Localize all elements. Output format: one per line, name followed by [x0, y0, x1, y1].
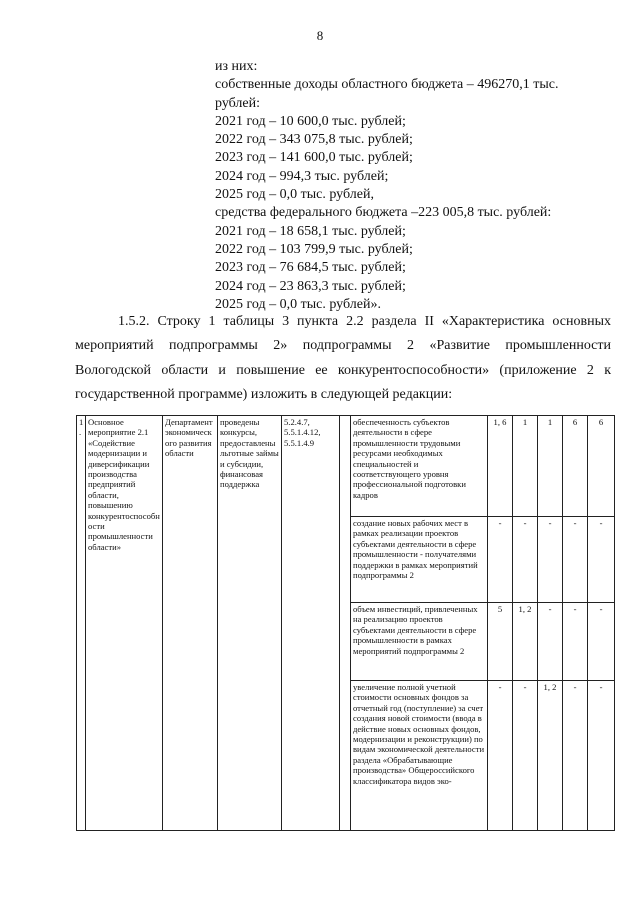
links-cell: 5.2.4.7, 5.5.1.4.12, 5.5.1.4.9 [282, 416, 340, 831]
funding-line: из них: [215, 59, 258, 74]
value-cell: - [563, 517, 588, 603]
value-cell: - [538, 517, 563, 603]
funding-line: 2021 год – 18 658,1 тыс. рублей; [215, 223, 406, 239]
spacer-cell [340, 416, 351, 831]
value-cell: 1, 6 [488, 416, 513, 517]
indicator-cell: обеспеченность субъектов деятельности в сфере промышленности трудовыми ресурсами необходимых специальностей и соответствующего уровня профессиональной подготовки кадров [351, 416, 488, 517]
value-cell: - [513, 517, 538, 603]
value-cell: - [488, 681, 513, 831]
amendment-paragraph [75, 310, 611, 408]
executor-cell: Департамент экономического развития области [163, 416, 218, 831]
funding-breakdown [215, 58, 559, 314]
row-number-cell: 1. [77, 416, 86, 831]
value-cell: 5 [488, 603, 513, 681]
funding-line: 2021 год – 10 600,0 тыс. рублей; [215, 113, 406, 129]
funding-line: 2025 год – 0,0 тыс. рублей». [215, 296, 381, 312]
value-cell: - [563, 681, 588, 831]
value-cell: 1 [513, 416, 538, 517]
indicator-cell: объем инвестиций, привлеченных на реализацию проектов субъектами деятельности в сфере промышленности в рамках мероприятий подпрограммы 2 [351, 603, 488, 681]
value-cell: 6 [588, 416, 615, 517]
value-cell: - [513, 681, 538, 831]
value-cell: 1 [538, 416, 563, 517]
funding-line: рублей: [215, 95, 260, 111]
page-number: 8 [316, 28, 324, 43]
funding-line: 2024 год – 23 863,3 тыс. рублей; [215, 278, 406, 294]
indicator-cell: увеличение полной учетной стоимости основных фондов за отчетный год (поступление) за счет создания новой стоимости (ввода в действие новых основных фондов, модернизации и реконструкции) по видам экономической деятельности раздела «Обрабатывающие производства» Общероссийского классификатора видов эко- [351, 681, 488, 831]
funding-line: средства федерального бюджета –223 005,8 тыс. рублей: [215, 205, 552, 221]
funding-line: 2022 год – 343 075,8 тыс. рублей; [215, 132, 413, 148]
value-cell: 1, 2 [538, 681, 563, 831]
value-cell: 6 [563, 416, 588, 517]
funding-line: собственные доходы областного бюджета – 496270,1 тыс. [215, 77, 559, 93]
value-cell: - [588, 603, 615, 681]
value-cell: - [588, 681, 615, 831]
funding-line: 2025 год – 0,0 тыс. рублей, [215, 187, 374, 203]
table-row [77, 416, 615, 517]
value-cell: - [538, 603, 563, 681]
value-cell: - [588, 517, 615, 603]
indicators-table [76, 415, 615, 831]
value-cell: - [563, 603, 588, 681]
value-cell: - [488, 517, 513, 603]
funding-line: 2024 год – 994,3 тыс. рублей; [215, 168, 389, 184]
funding-line: 2023 год – 76 684,5 тыс. рублей; [215, 260, 406, 276]
indicator-cell: создание новых рабочих мест в рамках реализации проектов субъектами деятельности в сфере промышленности - получателями поддержки в рамках мероприятий подпрограммы 2 [351, 517, 488, 603]
amendment-text: 1.5.2. Строку 1 таблицы 3 пункта 2.2 раздела II «Характеристика основных мероприятий подпрограммы 2» подпрограммы 2 «Развитие промышленности Вологодской области и повышение ее конкурентоспособности» (приложение 2 к государственной программе) изложить в следующей редакции: [75, 314, 611, 403]
funding-line: 2022 год – 103 799,9 тыс. рублей; [215, 241, 413, 257]
value-cell: 1, 2 [513, 603, 538, 681]
actions-cell: проведены конкурсы, предоставлены льготные займы и субсидии, финансовая поддержка [218, 416, 282, 831]
event-cell: Основное мероприятие 2.1 «Содействие модернизации и диверсификации производства предприятий области, повышению конкурентоспособности промышленности области» [86, 416, 163, 831]
funding-line: 2023 год – 141 600,0 тыс. рублей; [215, 150, 413, 166]
